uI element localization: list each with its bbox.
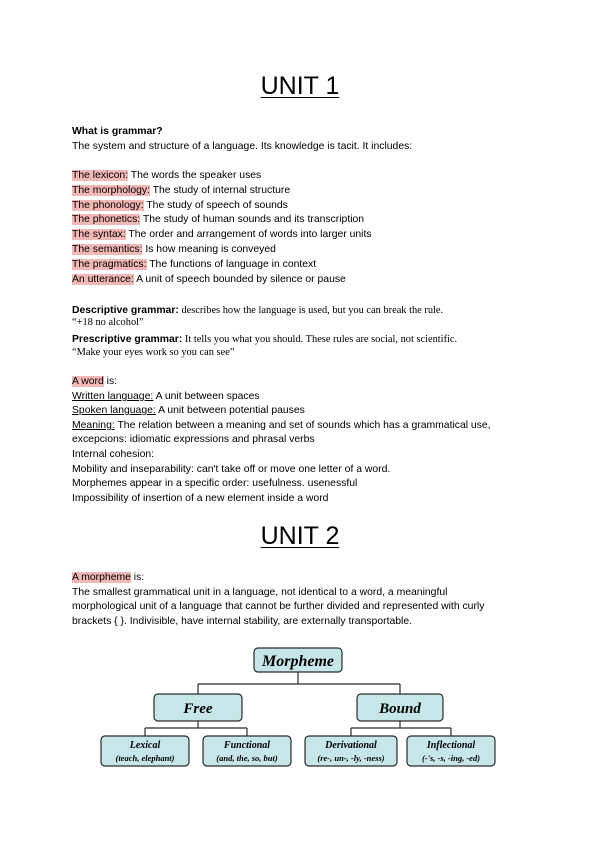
free-label: Free (183, 701, 213, 717)
grammar-intro: The system and structure of a language. Its knowledge is tacit. It includes: (72, 141, 413, 152)
word-heading (72, 375, 117, 388)
prescriptive-example: “Make your eyes work so you can see” (72, 347, 235, 358)
mobility-line: Mobility and inseparability: can't take off or move one letter of a word. (72, 464, 391, 475)
term-label: The morphology: (72, 185, 150, 196)
term-label: The lexicon: (72, 170, 129, 181)
term-def: The study of human sounds and its transcription (140, 214, 365, 225)
term-phonology (72, 199, 288, 212)
prescriptive-label: Prescriptive grammar: (72, 334, 183, 345)
term-utterance (72, 273, 346, 286)
term-phonetics (72, 213, 364, 226)
term-pragmatics (72, 258, 316, 271)
grammar-question: What is grammar? (72, 126, 163, 137)
written-language (72, 390, 260, 403)
term-def: The study of internal structure (149, 185, 291, 196)
functional-examples: (and, the, so, but) (216, 753, 278, 763)
insertion-line: Impossibility of insertion of a new element inside a word (72, 493, 329, 504)
morpheme-definition-line: morphological unit of a language that cannot be further divided and represented with curly (72, 601, 485, 612)
morpheme-label: A morpheme (72, 572, 131, 583)
term-label: The pragmatics: (72, 259, 147, 270)
term-def: Is how meaning is conveyed (142, 244, 276, 255)
term-label: The syntax: (72, 229, 126, 240)
descriptive-text: describes how the language is used, but you can break the rule. (178, 305, 444, 316)
word-label: A word (72, 376, 104, 387)
prescriptive-grammar (72, 331, 457, 346)
bound-label: Bound (379, 701, 421, 717)
written-text: A unit between spaces (153, 391, 260, 402)
term-semantics (72, 243, 276, 256)
term-label: The phonetics: (72, 214, 141, 225)
term-morphology (72, 184, 290, 197)
functional-label: Functional (223, 740, 271, 751)
term-syntax (72, 228, 372, 241)
morpheme-suffix: is: (130, 572, 145, 583)
term-def: The functions of language in context (146, 259, 317, 270)
unit2-title: UNIT 2 (260, 522, 340, 550)
term-def: The words the speaker uses (128, 170, 262, 181)
unit1-title: UNIT 1 (260, 72, 340, 100)
morpheme-definition-line: brackets { }. Indivisible, have internal stability, are externally transportable. (72, 616, 412, 627)
meaning-continuation: excepcions: idiomatic expressions and phrasal verbs (72, 434, 315, 445)
derivational-examples: (re-, un-, -ly, -ness) (317, 753, 385, 763)
word-suffix: is: (103, 376, 118, 387)
morpheme-heading (72, 571, 144, 584)
spoken-language (72, 404, 305, 417)
written-label: Written language: (72, 391, 154, 402)
term-def: A unit of speech bounded by silence or pause (133, 274, 346, 285)
morpheme-root-label: Morpheme (262, 653, 334, 670)
morpheme-definition-line: The smallest grammatical unit in a language, not identical to a word, a meaningful (72, 587, 448, 598)
term-lexicon (72, 169, 261, 182)
descriptive-label: Descriptive grammar: (72, 305, 179, 316)
derivational-label: Derivational (325, 740, 377, 751)
internal-cohesion: Internal cohesion: (72, 449, 155, 460)
lexical-examples: (teach, elephant) (115, 753, 175, 763)
term-def: The study of speech of sounds (143, 200, 288, 211)
order-line: Morphemes appear in a specific order: usefulness. usenessful (72, 478, 358, 489)
morpheme-diagram (0, 640, 600, 780)
term-label: An utterance: (72, 274, 134, 285)
lexical-label: Lexical (129, 740, 161, 751)
inflectional-examples: (-'s, -s, -ing, -ed) (421, 753, 481, 763)
meaning-label: Meaning: (72, 420, 115, 431)
term-label: The phonology: (72, 200, 144, 211)
inflectional-label: Inflectional (426, 740, 476, 751)
spoken-label: Spoken language: (72, 405, 156, 416)
meaning-text: The relation between a meaning and set of sounds which has a grammatical use, (114, 420, 491, 431)
meaning-line (72, 419, 491, 432)
descriptive-grammar (72, 302, 443, 317)
spoken-text: A unit between potential pauses (155, 405, 305, 416)
prescriptive-text: It tells you what you should. These rules are social, not scientific. (182, 334, 458, 345)
term-def: The order and arrangement of words into larger units (125, 229, 372, 240)
term-label: The semantics: (72, 244, 143, 255)
descriptive-example: “+18 no alcohol” (72, 317, 144, 328)
